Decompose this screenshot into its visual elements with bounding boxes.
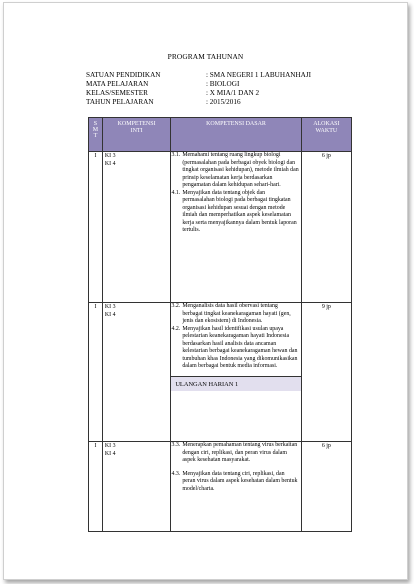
row-kd [171, 442, 301, 532]
meta-row-year [86, 98, 311, 107]
kd-item [171, 303, 300, 326]
kd-text: Menyajikan data tentang ciri, replikasi, dan peran virus dalam aspek kesehatan dalam bentuk model/charta. [182, 470, 298, 492]
kd-number: 3.3. [171, 442, 181, 448]
meta-label: SATUAN PENDIDIKAN [86, 71, 161, 79]
meta-label: KELAS/SEMESTER [86, 89, 148, 97]
row-kd [171, 152, 301, 303]
meta-value: : 2015/2016 [206, 98, 241, 106]
header-smt: S M T [89, 118, 103, 152]
kd-number: 4.1. [171, 189, 181, 196]
document-page [3, 2, 408, 580]
kd-text: Memahami tentang ruang lingkup biologi (permasalahan pada berbagai obyek biologi dan tingkat organisasi kehidupan), metode ilmiah dan prinsip keselamatan kerja berdasarkan pengamatan dalam kehidupan sehari-hari. [182, 152, 299, 188]
kd-number: 4.2. [171, 325, 181, 332]
table-row [89, 152, 352, 303]
header-alokasi-waktu: ALOKASI WAKTU [301, 118, 351, 152]
row-smt: I [89, 303, 103, 442]
meta-row-school [86, 71, 311, 80]
ki-item: KI 3 [104, 153, 116, 159]
kd-item [171, 152, 298, 190]
meta-label: MATA PELAJARAN [86, 80, 149, 88]
row-alokasi: 9 jp [301, 303, 351, 442]
kd-text: Menyajikan hasil identifikasi usulan upaya pelestarian keanekaragaman hayati Indonesia berdasarkan hasil analisis data ancaman kelestarian berbagai keanekaragaman hewan dan tumbuhan khas Indonesia yang dikomunikasikan dalam berbagai bentuk media informasi. [182, 325, 298, 369]
meta-value: : SMA NEGERI 1 LABUHANHAJI [206, 71, 312, 79]
ki-item: KI 4 [104, 160, 116, 167]
kd-number: 3.2. [171, 303, 181, 309]
meta-label: TAHUN PELAJARAN [86, 98, 154, 106]
table-header-row [89, 118, 352, 152]
ki-item: KI 3 [104, 304, 116, 310]
meta-row-subject [86, 80, 311, 89]
document-meta [86, 71, 311, 107]
meta-value: : BIOLOGI [206, 80, 240, 88]
meta-row-class [86, 89, 311, 98]
meta-value: : X MIA/1 DAN 2 [206, 89, 260, 97]
ki-item: KI 4 [104, 450, 116, 457]
kd-text: Menganalisis data hasil obervasi tentang berbagai tingkat keanekaragaman hayati (gen, jenis dan ekosistem) di Indonesia. [182, 303, 291, 324]
table-row [89, 442, 352, 532]
row-ki [102, 152, 170, 303]
kd-item [171, 190, 298, 235]
row-alokasi: 6 jp [301, 442, 351, 532]
ki-item: KI 3 [104, 443, 116, 449]
row-smt: I [89, 442, 103, 532]
table-row [89, 303, 352, 442]
header-kompetensi-dasar: KOMPETENSI DASAR [171, 118, 301, 152]
header-kompetensi-inti: KOMPETENSI INTI [102, 118, 170, 152]
row-ki [102, 442, 170, 532]
row-alokasi: 6 jp [301, 152, 351, 303]
row-smt: I [89, 152, 103, 303]
ki-item: KI 4 [104, 311, 116, 318]
row-kd [171, 303, 301, 442]
row-ki [102, 303, 170, 442]
kd-item [171, 442, 298, 465]
kd-item [171, 471, 298, 494]
kd-text: Menyajikan data tentang objek dan permasalahan biologi pada berbagai tingkatan organisasi kehidupan sesuai dengan metode ilmiah dan memperhatikan aspek keselamatan kerja serta menyajikannya dalam bentuk laporan tertulis. [182, 189, 297, 233]
document-title: PROGRAM TAHUNAN [167, 52, 244, 61]
ulangan-harian-label: ULANGAN HARIAN 1 [171, 376, 300, 392]
kd-item [171, 326, 300, 371]
program-table [88, 117, 352, 532]
kd-number: 3.1. [171, 152, 181, 158]
kd-number: 4.3. [171, 470, 181, 477]
kd-text: Menerapkan pemahaman tentang virus berkaitan dengan ciri, replikasi, dan peran virus dalam aspek kesehatan masyarakat. [182, 442, 298, 463]
